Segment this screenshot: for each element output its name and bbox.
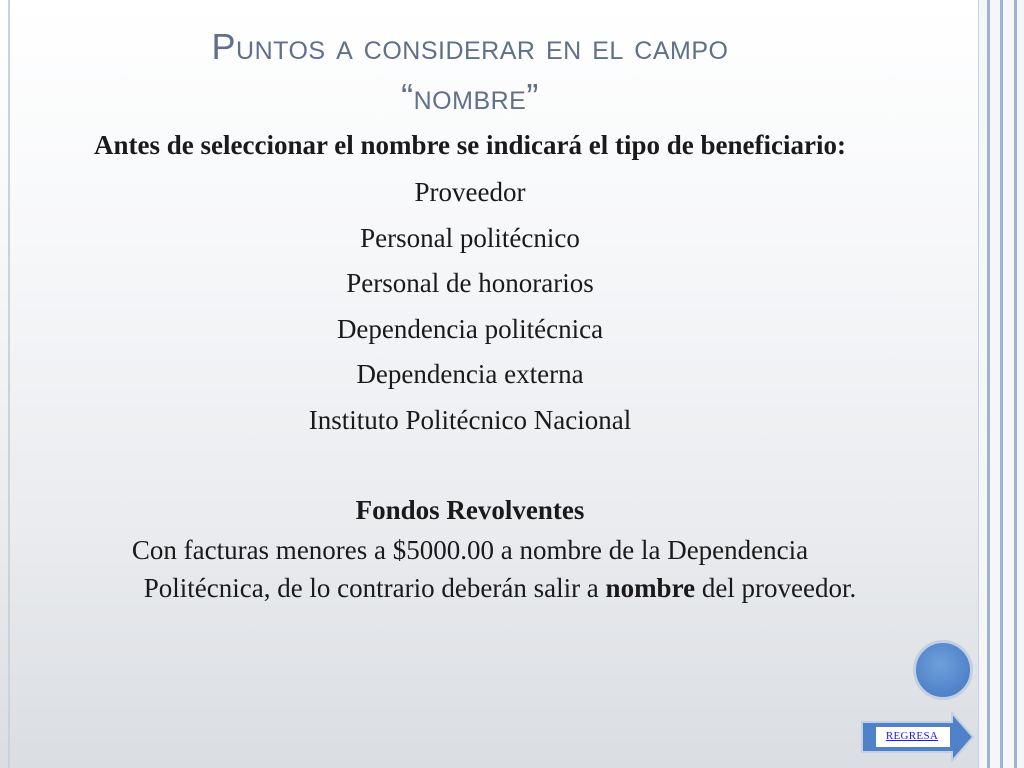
title-line-1: Puntos a considerar en el campo [211,26,729,67]
title-line-2: “nombre” [401,76,539,117]
intro-text: Antes de seleccionar el nombre se indicará el tipo de beneficiario: [94,130,846,160]
left-decorative-line [8,0,10,768]
beneficiary-item: Personal de honorarios [346,268,594,298]
slide-title [40,22,900,122]
beneficiary-item: Dependencia externa [356,359,584,389]
fondos-heading: Fondos Revolventes [355,495,585,525]
facturas-bold-word: nombre [605,573,696,603]
facturas-text [70,531,870,607]
back-button[interactable] [860,712,975,762]
right-decorative-border [978,0,1024,768]
beneficiary-item: Personal politécnico [360,222,580,253]
facturas-text-before: Con facturas menores a $5000.00 a nombre de la Dependencia Politécnica, de lo contrario deberán salir a [131,535,809,603]
decorative-circle [913,640,973,700]
slide-body [70,128,870,607]
beneficiary-item: Dependencia politécnica [336,313,604,344]
back-button-label[interactable]: REGRESA [885,730,939,742]
beneficiary-item: Proveedor [414,177,526,207]
beneficiary-item: Instituto Politécnico Nacional [308,404,632,435]
facturas-text-after: del proveedor. [695,573,857,603]
